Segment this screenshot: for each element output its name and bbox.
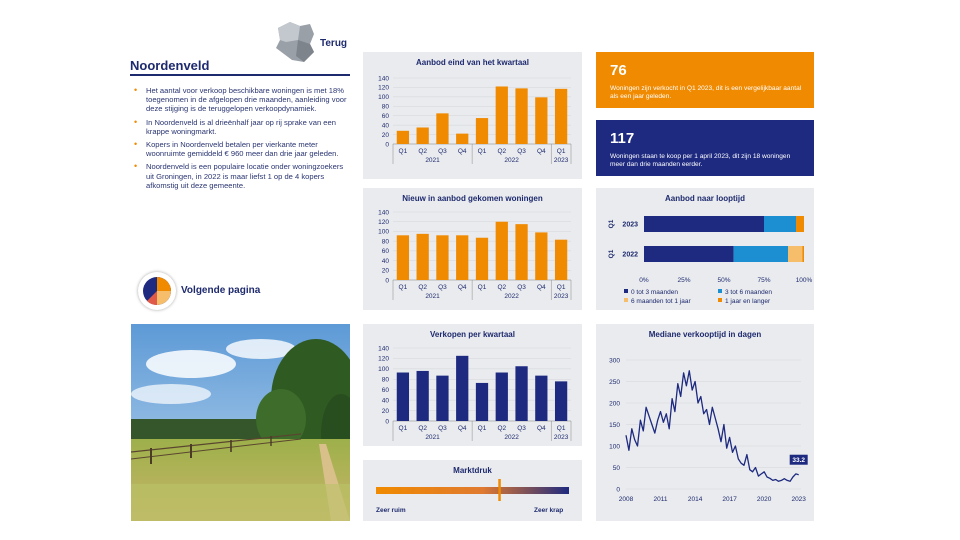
pie-icon (138, 272, 176, 310)
chart-title: Nieuw in aanbod gekomen woningen (402, 194, 543, 203)
bar (555, 240, 567, 280)
y-tick-label: 0 (385, 141, 389, 149)
kpi-text: Woningen zijn verkocht in Q1 2023, dit is een vergelijkbaar aantal als een jaar geleden. (610, 85, 802, 100)
y-tick-label: 60 (381, 113, 389, 121)
y-tick-label: 120 (378, 219, 389, 227)
x-tick-label: Q2 (497, 148, 507, 155)
y-tick-label: 60 (381, 387, 389, 395)
bar (496, 373, 508, 421)
next-page-label[interactable]: Volgende pagina (181, 285, 261, 296)
y-tick-label: 140 (378, 209, 389, 217)
y-tick-label: 100 (378, 228, 389, 236)
year-label: 2021 (425, 434, 440, 441)
list-item: • Noordenveld is een populaire locatie onder woningzoekers uit Groningen, in 2022 is maar liefst 1 op de 4 kopers afkomstig uit deze gemeente. (130, 162, 350, 190)
pressure-scale-bar (376, 487, 569, 494)
supply-bar-chart (363, 52, 582, 179)
x-tick-label: 2014 (687, 496, 703, 503)
y-tick-label: 2022 (622, 251, 638, 259)
x-tick-label: Q2 (418, 148, 428, 155)
y-tick-label: 40 (381, 397, 389, 405)
median-days-chart-card (596, 324, 814, 521)
x-tick-label: 2008 (618, 496, 634, 503)
y-tick-label: 80 (381, 103, 389, 111)
y-tick-label: 50 (612, 464, 620, 472)
y-tick-label: 20 (381, 407, 389, 415)
y-prefix-label: Q1 (608, 219, 615, 229)
bar (555, 381, 567, 421)
x-tick-label: Q1 (477, 284, 487, 291)
legend-label: 0 tot 3 maanden (631, 289, 678, 296)
title-divider (130, 74, 350, 76)
y-tick-label: 40 (381, 257, 389, 265)
y-tick-label: 200 (609, 400, 620, 408)
bar (436, 235, 448, 280)
year-label: 2021 (425, 293, 440, 300)
kpi-value: 76 (610, 62, 627, 79)
x-tick-label: Q3 (438, 425, 447, 432)
series-line (626, 371, 799, 482)
legend-swatch (718, 298, 722, 302)
y-tick-label: 300 (609, 357, 620, 365)
x-tick-label: Q4 (457, 425, 467, 432)
x-tick-label: Q1 (477, 148, 487, 155)
x-tick-label: 2011 (653, 496, 668, 503)
x-tick-label: Q1 (556, 425, 566, 432)
bar (417, 371, 429, 421)
x-tick-label: Q1 (398, 425, 408, 432)
bar (476, 383, 488, 421)
last-value-label: 33.2 (792, 457, 806, 465)
legend-swatch (624, 289, 628, 293)
x-tick-label: Q2 (497, 284, 507, 291)
x-tick-label: Q1 (477, 425, 487, 432)
x-tick-label: 2020 (756, 496, 772, 503)
bar (476, 118, 488, 144)
market-pressure-title: Marktdruk (453, 466, 492, 475)
x-tick-label: 25% (677, 277, 691, 284)
year-label: 2022 (504, 157, 519, 164)
year-label: 2021 (425, 157, 440, 164)
supply-chart-card (363, 52, 582, 179)
legend-swatch (624, 298, 628, 302)
bar (515, 224, 527, 280)
y-tick-label: 80 (381, 376, 389, 384)
chart-title: Mediane verkooptijd in dagen (648, 330, 762, 339)
bar-segment (796, 216, 804, 232)
x-tick-label: Q1 (398, 148, 408, 155)
y-tick-label: 250 (609, 378, 620, 386)
bar (436, 376, 448, 421)
x-tick-label: 0% (639, 277, 649, 284)
legend-label: 3 tot 6 maanden (725, 289, 772, 296)
bar (535, 97, 547, 144)
bar-segment (644, 216, 764, 232)
y-tick-label: 140 (378, 345, 389, 353)
bar (496, 222, 508, 280)
list-item: • In Noordenveld is al drieënhalf jaar op rij sprake van een krappe woningmarkt. (130, 118, 350, 136)
y-tick-label: 40 (381, 122, 389, 130)
y-tick-label: 0 (385, 418, 389, 426)
bar-segment (802, 246, 804, 262)
duration-chart-card (596, 188, 814, 310)
bar (555, 89, 567, 144)
pressure-low-label: Zeer ruim (376, 507, 406, 514)
y-tick-label: 0 (385, 277, 389, 285)
list-item: • Kopers in Noordenveld betalen per vierkante meter woonruimte gemiddeld € 960 meer dan drie jaar geleden. (130, 140, 350, 158)
x-tick-label: Q4 (536, 284, 546, 291)
x-tick-label: 2017 (722, 496, 737, 503)
bar (535, 232, 547, 280)
sales-bar-chart (363, 324, 582, 446)
year-label: 2023 (553, 157, 569, 164)
bar (515, 88, 527, 144)
x-tick-label: Q4 (457, 148, 467, 155)
bar (397, 235, 409, 280)
x-tick-label: Q4 (536, 425, 546, 432)
bar (397, 131, 409, 144)
kpi-text: Woningen staan te koop per 1 april 2023, dit zijn 18 woningen meer dan drie maanden eerder. (610, 153, 791, 168)
key-findings-list (130, 86, 350, 194)
bar-segment (734, 246, 788, 262)
new-supply-chart-card (363, 188, 582, 310)
legend-swatch (718, 289, 722, 293)
median-days-line-chart (596, 324, 814, 521)
x-tick-label: Q3 (517, 425, 526, 432)
y-tick-label: 100 (378, 94, 389, 102)
bar-segment (788, 246, 802, 262)
bar (436, 113, 448, 144)
y-prefix-label: Q1 (608, 249, 615, 259)
page-title: Noordenveld (130, 58, 210, 73)
y-tick-label: 150 (609, 421, 620, 429)
legend-label: 6 maanden tot 1 jaar (631, 298, 691, 305)
bar (417, 128, 429, 145)
duration-stacked-bar-chart (596, 188, 814, 310)
y-tick-label: 120 (378, 84, 389, 92)
y-tick-label: 20 (381, 267, 389, 275)
y-tick-label: 80 (381, 238, 389, 246)
y-tick-label: 2023 (622, 221, 638, 229)
list-item: • Het aantal voor verkoop beschikbare woningen is met 18% toegenomen in de afgelopen drie maanden, aanleiding voor deze stijging is de teruggelopen verkoopdynamiek. (130, 86, 350, 114)
region-map-icon (270, 18, 318, 66)
chart-title: Aanbod eind van het kwartaal (416, 58, 529, 67)
y-tick-label: 140 (378, 75, 389, 83)
bar (417, 234, 429, 280)
bar-segment (764, 216, 796, 232)
y-tick-label: 60 (381, 248, 389, 256)
bar (456, 356, 468, 421)
kpi-sold-card (596, 52, 814, 108)
x-tick-label: Q3 (438, 284, 447, 291)
landscape-photo (131, 324, 350, 521)
x-tick-label: Q2 (418, 284, 428, 291)
kpi-value: 117 (610, 130, 635, 147)
kpi-for-sale-card (596, 120, 814, 176)
year-label: 2022 (504, 293, 519, 300)
y-tick-label: 100 (378, 366, 389, 374)
bar (476, 238, 488, 280)
year-label: 2023 (553, 434, 569, 441)
bar (456, 134, 468, 144)
back-link[interactable]: Terug (320, 38, 348, 49)
new-supply-bar-chart (363, 188, 582, 310)
chart-title: Verkopen per kwartaal (430, 330, 515, 339)
x-tick-label: Q1 (556, 148, 566, 155)
bar (515, 366, 527, 421)
next-page-button[interactable] (138, 272, 176, 310)
x-tick-label: Q1 (398, 284, 408, 291)
x-tick-label: Q4 (457, 284, 467, 291)
bar (535, 376, 547, 421)
sales-chart-card (363, 324, 582, 446)
x-tick-label: Q3 (438, 148, 447, 155)
x-tick-label: 75% (757, 277, 771, 284)
x-tick-label: Q2 (418, 425, 428, 432)
x-tick-label: Q1 (556, 284, 566, 291)
chart-title: Aanbod naar looptijd (665, 194, 745, 203)
y-tick-label: 100 (609, 443, 620, 451)
x-tick-label: Q3 (517, 284, 526, 291)
bar (397, 373, 409, 421)
y-tick-label: 20 (381, 131, 389, 139)
x-tick-label: Q3 (517, 148, 526, 155)
pressure-marker (498, 479, 501, 501)
bar (496, 86, 508, 144)
legend-label: 1 jaar en langer (725, 298, 771, 305)
x-tick-label: 50% (717, 277, 731, 284)
x-tick-label: Q2 (497, 425, 507, 432)
x-tick-label: Q4 (536, 148, 546, 155)
bar (456, 235, 468, 280)
year-label: 2023 (553, 293, 569, 300)
pressure-high-label: Zeer krap (534, 507, 564, 514)
year-label: 2022 (504, 434, 519, 441)
x-tick-label: 100% (795, 277, 813, 284)
y-tick-label: 0 (616, 486, 620, 494)
bar-segment (644, 246, 734, 262)
x-tick-label: 2023 (791, 496, 806, 503)
y-tick-label: 120 (378, 355, 389, 363)
